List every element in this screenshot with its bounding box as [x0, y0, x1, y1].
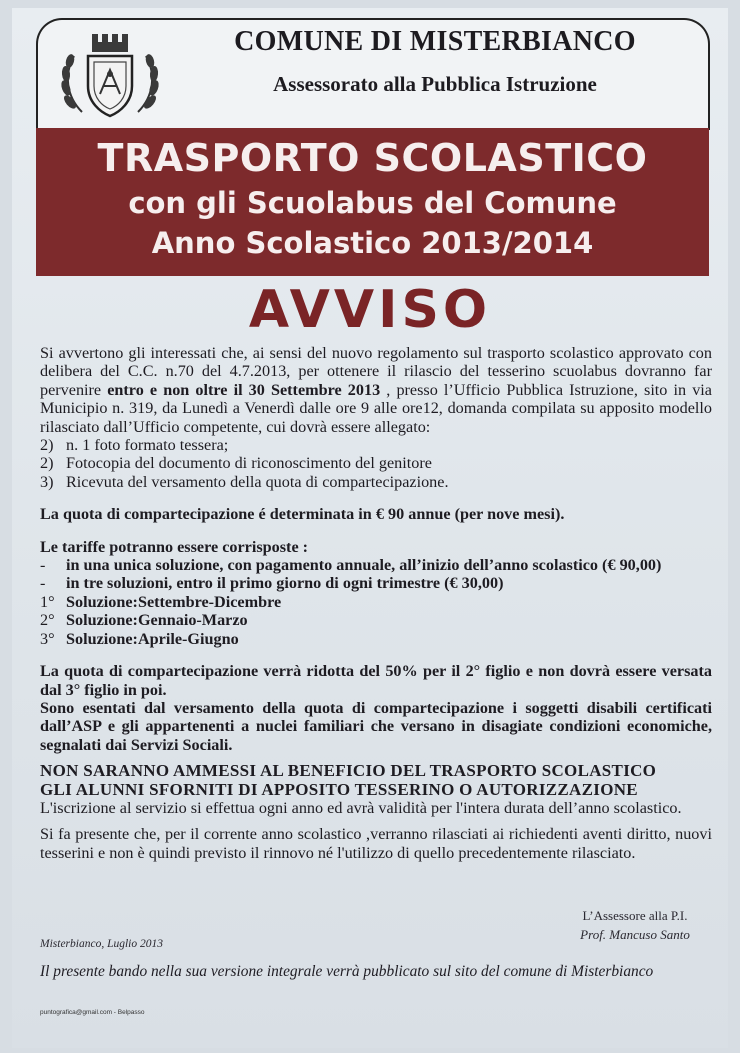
intro-deadline: entro e non oltre il 30 Settembre 2013: [107, 380, 381, 399]
list-item-text: in tre soluzioni, entro il primo giorno di ogni trimestre (€ 30,00): [66, 574, 504, 593]
exemption-paragraph: Sono esentati dal versamento della quota di compartecipazione i soggetti disabili certificati dall’ASP e gli appartenenti a nuclei familiari che versano in disagiate condizioni economiche, segnalati dai Servizi Sociali.: [40, 698, 712, 754]
footer-note: Il presente bando nella sua versione integrale verrà pubblicato sul sito del comune di Misterbianco: [40, 963, 654, 980]
banner-subtitle: con gli Scuolabus del Comune: [128, 186, 617, 220]
installments-list: [40, 593, 712, 648]
attachments-list: [40, 436, 712, 491]
signature-block: [560, 906, 710, 944]
list-item-text: in una unica soluzione, con pagamento annuale, all’inizio dell’anno scolastico (€ 90,00): [66, 556, 662, 575]
list-item: [40, 436, 712, 454]
list-item-text: Ricevuta del versamento della quota di compartecipazione.: [66, 472, 449, 491]
fee-statement: La quota di compartecipazione é determinata in € 90 annue (per nove mesi).: [40, 505, 565, 524]
list-item: [40, 574, 712, 592]
list-item-text: Fotocopia del documento di riconoscimento del genitore: [66, 454, 432, 473]
coat-of-arms-icon: [52, 30, 168, 122]
list-item: [40, 593, 712, 611]
renewal-paragraph: Si fa presente che, per il corrente anno scolastico ,verranno rilasciati ai richiedenti aventi diritto, nuovi tesserini e non è quindi previsto il rinnovo né l'utilizzo di quello precedentemente rilasciato.: [40, 825, 712, 862]
municipality-title: COMUNE DI MISTERBIANCO: [234, 26, 636, 57]
signature-name: Prof. Mancuso Santo: [580, 927, 690, 942]
list-item: [40, 611, 712, 629]
list-item-text: Soluzione:Settembre-Dicembre: [66, 592, 282, 611]
list-item-number: 3°: [40, 629, 55, 648]
banner-title: TRASPORTO SCOLASTICO: [97, 136, 648, 180]
printer-credit: puntografica@gmail.com - Belpasso: [40, 1009, 145, 1016]
list-item: [40, 556, 712, 574]
list-item: [40, 630, 712, 648]
tariffs-heading: Le tariffe potranno essere corrisposte :: [40, 537, 309, 556]
place-date: Misterbianco, Luglio 2013: [40, 938, 163, 950]
list-item: [40, 454, 712, 472]
reduction-paragraph: La quota di compartecipazione verrà ridotta del 50% per il 2° figlio e non dovrà essere versata dal 3° figlio in poi.: [40, 662, 712, 699]
tariff-options-list: [40, 556, 712, 593]
list-item-bullet: -: [40, 574, 46, 593]
warning-line-1: NON SARANNO AMMESSI AL BENEFICIO DEL TRASPORTO SCOLASTICO: [40, 761, 657, 781]
intro-paragraph: [40, 344, 712, 436]
enrollment-paragraph: L'iscrizione al servizio si effettua ogni anno ed avrà validità per l'intera durata dell’anno scolastico.: [40, 798, 682, 817]
list-item-number: 2°: [40, 611, 55, 630]
list-item-number: 2): [40, 454, 54, 473]
title-banner: [36, 128, 709, 276]
list-item-text: Soluzione:Gennaio-Marzo: [66, 611, 248, 630]
signature-role: L’Assessore alla P.I.: [582, 908, 688, 923]
list-item-number: 2): [40, 436, 54, 455]
list-item-number: 1°: [40, 592, 55, 611]
list-item-text: Soluzione:Aprile-Giugno: [66, 629, 239, 648]
banner-school-year: Anno Scolastico 2013/2014: [151, 226, 594, 260]
warning-line-2: GLI ALUNNI SFORNITI DI APPOSITO TESSERINO O AUTORIZZAZIONE: [40, 779, 638, 799]
department-subtitle: Assessorato alla Pubblica Istruzione: [273, 72, 597, 96]
list-item: [40, 473, 712, 491]
intro-text-2: , presso l’Ufficio Pubblica Istruzione, sito in via Municipio n. 319, da Lunedì a Venerdì dalle ore 9 alle ore12, domanda compilata su apposito modello rilasciato dall’Ufficio competente, cui dovrà essere allegato:: [40, 380, 712, 436]
list-item-bullet: -: [40, 556, 46, 575]
list-item-number: 3): [40, 472, 54, 491]
notice-body: [40, 344, 712, 862]
intro-text-1: Si avvertono gli interessati che, ai sensi del nuovo regolamento sul trasporto scolastico approvato con delibera del C.C. n.70 del 4.7.2013, per ottenere il rilascio del tesserino scuolabus dovranno far pervenire: [40, 344, 712, 399]
list-item-text: n. 1 foto formato tessera;: [66, 436, 229, 455]
notice-heading: AVVISO: [248, 280, 492, 340]
